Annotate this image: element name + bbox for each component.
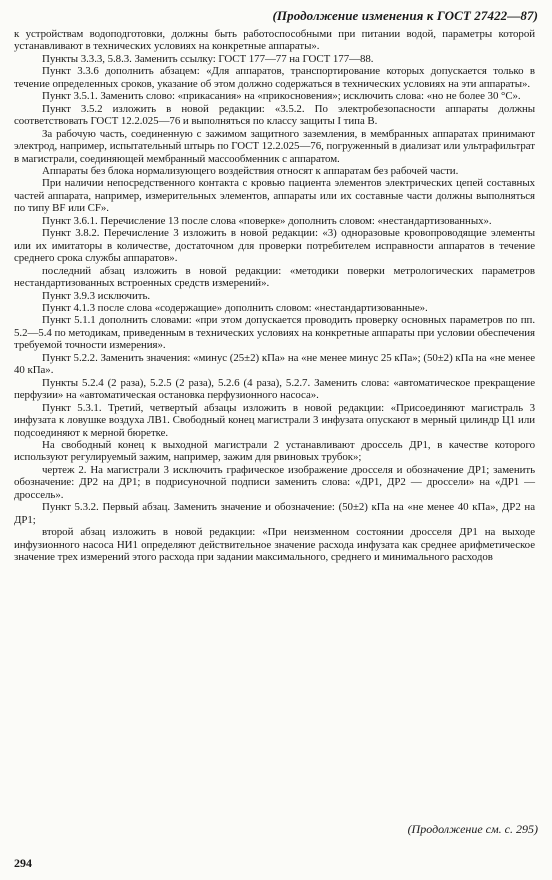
paragraph: последний абзац изложить в новой редакции: «методики поверки метрологических параметров нестандартизованных встроенных средств измерений». — [14, 264, 535, 290]
paragraph: второй абзац изложить в новой редакции: «При неизменном состоянии дросселя ДР1 на выходе инфузионного насоса НИ1 определяют действительное значение расхода инфузата как среднее арифметическое значение трех измерений этого расхода при задании максимального, среднего и минимального расходов — [14, 526, 535, 564]
paragraph: Пункт 5.1.1 дополнить словами: «при этом допускается проводить проверку основных параметров по пп. 5.2—5.4 по методикам, приведенным в технических условиях на конкретные аппараты при условии обеспечения требуемой точности измерения». — [14, 314, 535, 352]
paragraph: За рабочую часть, соединенную с зажимом защитного заземления, в мембранных аппаратах принимают электрод, например, испытательный штырь по ГОСТ 12.2.025—76, погруженный в диализат или ультрафильтрат в магистрали, соединяющей мембранный массообменник с аппаратом. — [14, 127, 535, 165]
paragraph: чертеж 2. На магистрали 3 исключить графическое изображение дросселя и обозначение ДР1; заменить обозначение: ДР2 на ДР1; в подрисуночной подписи заменить слова: «ДР1, ДР2 — дроссели» на «ДР1 — дроссель». — [14, 463, 535, 501]
paragraph: Пункт 5.2.2. Заменить значения: «минус (25±2) кПа» на «не менее минус 25 кПа»; (50±2) кПа на «не менее 40 кПа». — [14, 351, 535, 377]
paragraph: Пункты 3.3.3, 5.8.3. Заменить ссылку: ГОСТ 177—77 на ГОСТ 177—88. — [42, 52, 374, 65]
paragraph: Пункт 3.3.6 дополнить абзацем: «Для аппаратов, транспортирование которых допускается только в течение определенных сроков, указание об этом должно содержаться в технических условиях на эти аппараты». — [14, 65, 535, 90]
running-header: (Продолжение изменения к ГОСТ 27422—87) — [272, 8, 538, 23]
paragraph: Пункт 5.3.1. Третий, четвертый абзацы изложить в новой редакции: «Присоединяют магистраль 3 инфузата к ловушке воздуха ЛВ1. Свободный конец магистрали 3 инфузата опускают в мерный цилиндр Ц1 или подсоединяют к мерной бюретке. — [14, 401, 535, 439]
paragraph: Пункт 3.9.3 исключить. — [42, 289, 151, 302]
paragraph: Пункт 3.5.2 изложить в новой редакции: «3.5.2. По электробезопасности аппараты должны соответствовать ГОСТ 12.2.025—76 и выполняться по классу защиты I типа В. — [14, 102, 535, 128]
body-text — [14, 28, 535, 563]
paragraph: При наличии непосредственного контакта с кровью пациента элементов электрических цепей составных частей аппарата, например, измерительных элементов, аппараты или их составные части должны выполняться по типу BF или CF». — [14, 177, 535, 215]
continuation-note: (Продолжение см. с. 295) — [407, 822, 538, 836]
paragraph: к устройствам водоподготовки, должны быть работоспособными при питании водой, параметры которой устанавливают в технических условиях на конкретные аппараты». — [14, 28, 535, 53]
paragraph: Пункт 5.3.2. Первый абзац. Заменить значение и обозначение: (50±2) кПа на «не менее 40 кПа», ДР2 на ДР1; — [14, 501, 535, 526]
paragraph: Пункт 3.8.2. Перечисление 3 изложить в новой редакции: «3) одноразовые кровопроводящие элементы или их имитаторы в количестве, достаточном для проверки потребителем исправности аппаратов в течение среднего срока службы аппаратов». — [14, 227, 535, 265]
paragraph: Аппараты без блока нормализующего воздействия относят к аппаратам без рабочей части. — [42, 164, 459, 177]
paragraph: Пункты 5.2.4 (2 раза), 5.2.5 (2 раза), 5.2.6 (4 раза), 5.2.7. Заменить слова: «автоматическое прекращение перфузии» на «автоматическая остановка перфузионного насоса». — [14, 376, 535, 402]
paragraph: Пункт 3.6.1. Перечисление 13 после слова «поверке» дополнить словом: «нестандартизованных». — [42, 214, 492, 227]
paragraph: Пункт 3.5.1. Заменить слово: «прикасания» на «прикосновения»; исключить слова: «но не более 30 °С». — [42, 90, 521, 103]
paragraph: Пункт 4.1.3 после слова «содержащие» дополнить словом: «нестандартизованные». — [42, 301, 428, 314]
paragraph: На свободный конец к выходной магистрали 2 устанавливают дроссель ДР1, в качестве которого используют регулируемый зажим, например, зажим для рвиновых трубок»; — [14, 438, 535, 464]
page-number: 294 — [14, 856, 32, 870]
